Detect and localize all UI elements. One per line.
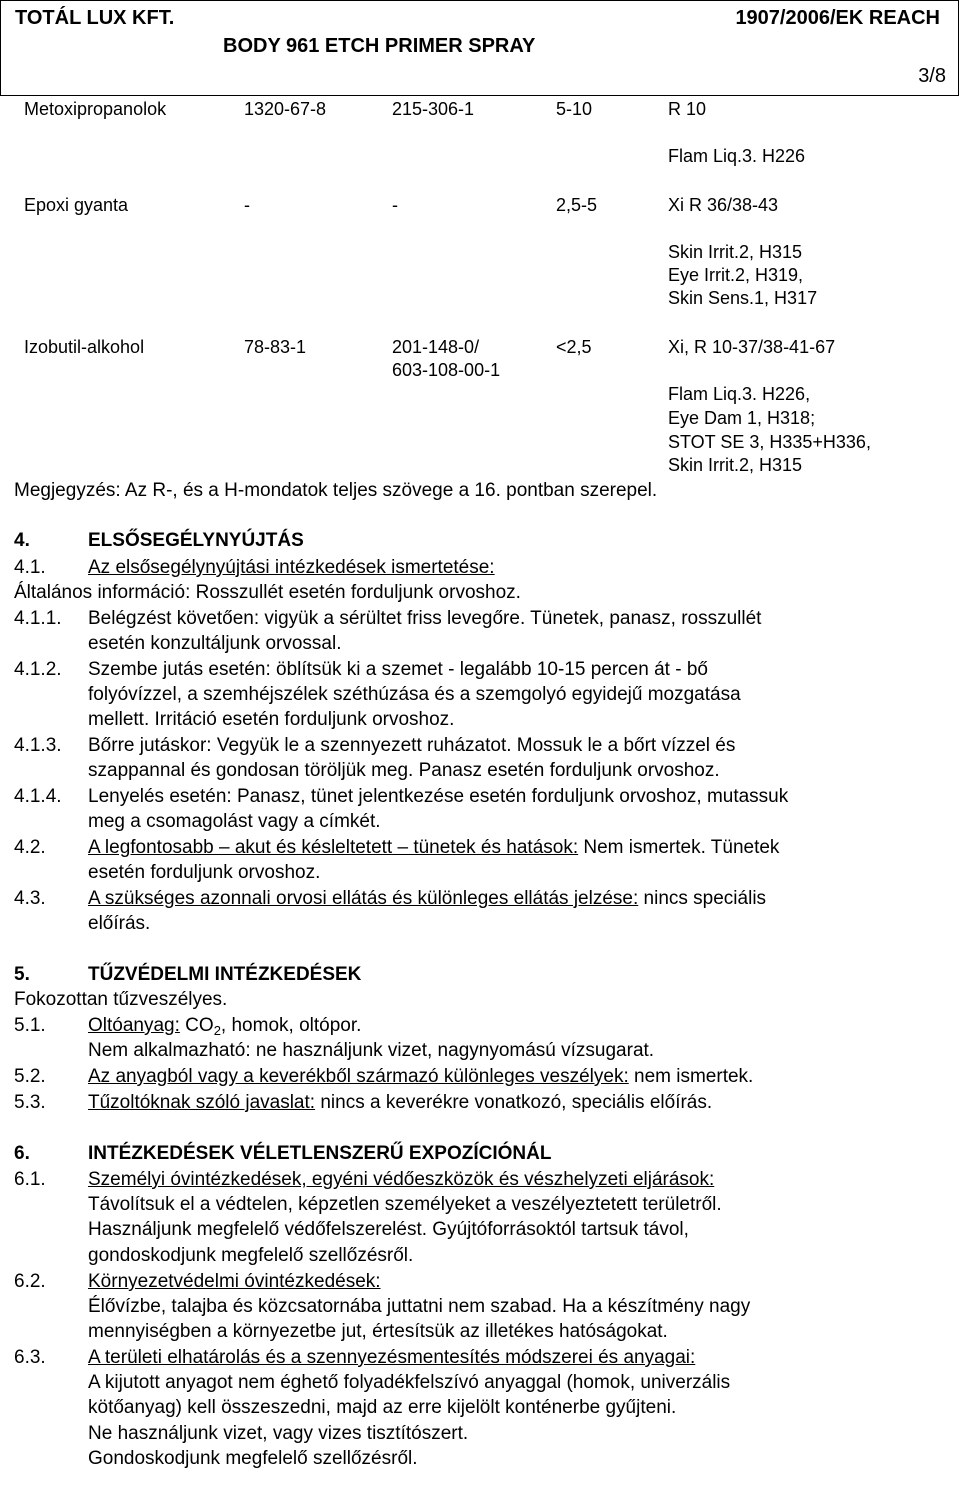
- subsection-number: 4.2.: [14, 837, 46, 858]
- paragraph-line: kötőanyag) kell összeszedni, majd az erre kijelölt konténerbe gyűjteni.: [88, 1397, 677, 1418]
- subsection-number: 4.3.: [14, 888, 46, 909]
- subsection-title: Személyi óvintézkedések, egyéni védőeszközök és vészhelyzeti eljárások:: [88, 1169, 715, 1190]
- inline-text: nem ismertek.: [628, 1066, 754, 1087]
- table-cell-ec: 215-306-1: [392, 99, 475, 119]
- subsection-number: 6.2.: [14, 1271, 46, 1292]
- inline-text: nincs speciális: [638, 888, 767, 909]
- paragraph-line: Ne használjunk vizet, vagy vizes tisztítószert.: [88, 1423, 469, 1444]
- paragraph-line: A kijutott anyagot nem éghető folyadékfelszívó anyaggal (homok, univerzális: [88, 1372, 731, 1393]
- subsection-number: 6.3.: [14, 1347, 46, 1368]
- paragraph-line: Általános információ: Rosszullét esetén forduljunk orvoshoz.: [14, 582, 521, 603]
- paragraph-line: Nem alkalmazható: ne használjunk vizet, nagynyomású vízsugarat.: [88, 1040, 655, 1061]
- subsection-title: A legfontosabb – akut és késleltetett – tünetek és hatások:: [88, 837, 579, 858]
- paragraph-line: Szembe jutás esetén: öblítsük ki a szemet - legalább 10-15 percen át - bő: [88, 659, 708, 680]
- table-cell-ec: 201-148-0/: [392, 337, 480, 357]
- product-name: BODY 961 ETCH PRIMER SPRAY: [223, 35, 536, 57]
- item-number: 4.1.3.: [14, 735, 62, 756]
- paragraph-line: [88, 1015, 361, 1038]
- paragraph-line: [88, 1066, 753, 1088]
- table-cell-cas: 78-83-1: [244, 337, 307, 357]
- table-cell-name: Epoxi gyanta: [24, 195, 129, 215]
- paragraph-line: Élővízbe, talajba és közcsatornába juttatni nem szabad. Ha a készítmény nagy: [88, 1296, 751, 1317]
- section-title: TŰZVÉDELMI INTÉZKEDÉSEK: [88, 964, 362, 985]
- table-cell-h-phrase: Flam Liq.3. H226,: [668, 384, 811, 404]
- table-cell-h-phrase: Flam Liq.3. H226: [668, 146, 806, 166]
- paragraph-line: [88, 888, 766, 910]
- paragraph-line: esetén konzultáljunk orvossal.: [88, 633, 342, 654]
- table-cell-ec: -: [392, 195, 398, 215]
- table-cell-name: Izobutil-alkohol: [24, 337, 145, 357]
- table-cell-h-phrase: Eye Dam 1, H318;: [668, 408, 816, 428]
- table-cell-concentration: <2,5: [556, 337, 592, 357]
- subsection-number: 5.1.: [14, 1015, 46, 1036]
- company-name: TOTÁL LUX KFT.: [15, 7, 175, 29]
- paragraph-line: előírás.: [88, 913, 151, 934]
- paragraph-line: Gondoskodjunk megfelelő szellőzésről.: [88, 1448, 418, 1469]
- table-cell-r-phrase: R 10: [668, 99, 707, 119]
- subsection-number: 6.1.: [14, 1169, 46, 1190]
- subsection-title: Az elsősegélynyújtási intézkedések ismertetése:: [88, 557, 495, 578]
- table-cell-cas: -: [244, 195, 250, 215]
- section-title: ELSŐSEGÉLYNYÚJTÁS: [88, 530, 304, 551]
- subsection-title: Oltóanyag:: [88, 1015, 180, 1036]
- paragraph-line: szappannal és gondosan töröljük meg. Panasz esetén forduljunk orvoshoz.: [88, 760, 720, 781]
- paragraph-line: folyóvízzel, a szemhéjszélek széthúzása és a szemgolyó egyidejű mozgatása: [88, 684, 741, 705]
- subscript: 2: [213, 1023, 221, 1038]
- section-title: INTÉZKEDÉSEK VÉLETLENSZERŰ EXPOZÍCIÓNÁL: [88, 1143, 552, 1164]
- inline-text: , homok, oltópor.: [220, 1015, 362, 1036]
- paragraph-line: meg a csomagolást vagy a címkét.: [88, 811, 381, 832]
- table-cell-h-phrase: STOT SE 3, H335+H336,: [668, 432, 871, 452]
- subsection-title: Környezetvédelmi óvintézkedések:: [88, 1271, 381, 1292]
- table-cell-r-phrase: Xi, R 10-37/38-41-67: [668, 337, 836, 357]
- table-cell-r-phrase: Xi R 36/38-43: [668, 195, 779, 215]
- subsection-number: 4.1.: [14, 557, 46, 578]
- table-cell-h-phrase: Skin Irrit.2, H315: [668, 242, 803, 262]
- inline-text: CO: [179, 1015, 214, 1036]
- section-number: 6.: [14, 1143, 30, 1164]
- table-cell-h-phrase: Eye Irrit.2, H319,: [668, 265, 804, 285]
- section-number: 5.: [14, 964, 30, 985]
- table-cell-name: Metoxipropanolok: [24, 99, 167, 119]
- section-number: 4.: [14, 530, 30, 551]
- item-number: 4.1.1.: [14, 608, 62, 629]
- table-cell-concentration: 2,5-5: [556, 195, 598, 215]
- paragraph-line: mennyiségben a környezetbe jut, értesítsük az illetékes hatóságokat.: [88, 1321, 668, 1342]
- paragraph-line: mellett. Irritáció esetén forduljunk orvoshoz.: [88, 709, 455, 730]
- subsection-number: 5.2.: [14, 1066, 46, 1087]
- regulation-reference: 1907/2006/EK REACH: [735, 7, 940, 29]
- paragraph-line: gondoskodjunk megfelelő szellőzésről.: [88, 1245, 414, 1266]
- paragraph-line: Használjunk megfelelő védőfelszerelést. Gyújtóforrásoktól tartsuk távol,: [88, 1219, 689, 1240]
- subsection-title: A területi elhatárolás és a szennyezésmentesítés módszerei és anyagai:: [88, 1347, 696, 1368]
- paragraph-line: [88, 837, 779, 859]
- subsection-number: 5.3.: [14, 1092, 46, 1113]
- paragraph-line: Belégzést követően: vigyük a sérültet friss levegőre. Tünetek, panasz, rosszullét: [88, 608, 762, 629]
- item-number: 4.1.2.: [14, 659, 62, 680]
- paragraph-line: Fokozottan tűzveszélyes.: [14, 989, 228, 1010]
- table-note: Megjegyzés: Az R-, és a H-mondatok teljes szövege a 16. pontban szerepel.: [14, 480, 658, 501]
- table-cell-cas: 1320-67-8: [244, 99, 327, 119]
- subsection-title: Tűzoltóknak szóló javaslat:: [88, 1092, 316, 1113]
- table-cell-concentration: 5-10: [556, 99, 593, 119]
- paragraph-line: Bőrre jutáskor: Vegyük le a szennyezett ruházatot. Mossuk le a bőrt vízzel és: [88, 735, 736, 756]
- table-cell-h-phrase: Skin Sens.1, H317: [668, 288, 818, 308]
- table-cell-h-phrase: Skin Irrit.2, H315: [668, 455, 803, 475]
- paragraph-line: Távolítsuk el a védtelen, képzetlen személyeket a veszélyeztetett területről.: [88, 1194, 722, 1215]
- table-cell-index: 603-108-00-1: [392, 360, 501, 380]
- subsection-title: Az anyagból vagy a keverékből származó különleges veszélyek:: [88, 1066, 629, 1087]
- paragraph-line: Lenyelés esetén: Panasz, tünet jelentkezése esetén forduljunk orvoshoz, mutassuk: [88, 786, 789, 807]
- inline-text: Nem ismertek. Tünetek: [578, 837, 780, 858]
- paragraph-line: esetén forduljunk orvoshoz.: [88, 862, 321, 883]
- subsection-title: A szükséges azonnali orvosi ellátás és különleges ellátás jelzése:: [88, 888, 639, 909]
- inline-text: nincs a keverékre vonatkozó, speciális előírás.: [315, 1092, 713, 1113]
- page-number: 3/8: [918, 65, 946, 87]
- document-header: [0, 0, 959, 96]
- paragraph-line: [88, 1092, 712, 1114]
- item-number: 4.1.4.: [14, 786, 62, 807]
